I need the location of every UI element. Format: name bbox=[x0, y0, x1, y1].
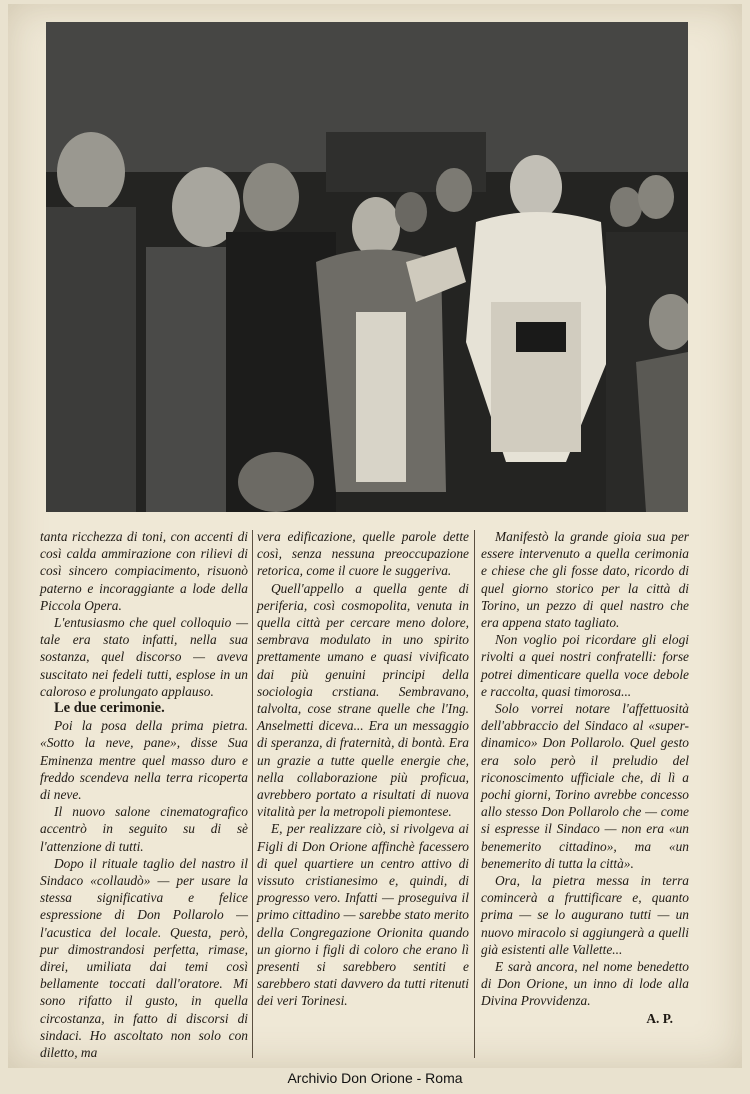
column-divider bbox=[252, 530, 253, 1058]
paragraph: Solo vorrei notare l'affettuosità dell'abbraccio del Sindaco al «super-dinamico» Don Pollarolo. Quel gesto era solo però il preludio del riconoscimento ufficiale che, di lì a pochi giorni, Torino avrebbe concesso allo stesso Don Pollarolo che — come si espresse il Sindaco — non era «un benemerito cittadino», ma «un benemerito di tutta la città». bbox=[481, 701, 689, 871]
paragraph: Manifestò la grande gioia sua per essere intervenuto a quella cerimonia e chiese che gli fosse dato, ricordo di quel giorno storico per la città di Torino, un pezzo di quel nastro che era appena stato tagliato. bbox=[481, 529, 689, 631]
paragraph: vera edificazione, quelle parole dette così, senza nessuna preoccupazione retorica, come il cuore le suggeriva. bbox=[257, 529, 469, 579]
paragraph: Ora, la pietra messa in terra comincerà a fruttificare e, quanto prima — se lo augurano tutti — un nuovo miracolo si aggiungerà a quelli già esistenti alle Vallette... bbox=[481, 873, 689, 957]
archive-footer: Archivio Don Orione - Roma bbox=[287, 1070, 463, 1086]
article-column-2 bbox=[257, 528, 469, 1010]
paragraph: tanta ricchezza di toni, con accenti di così calda ammirazione con rilievi di così sincero compiacimento, risuonò paterno e incoraggiante a lode della Piccola Opera. bbox=[40, 529, 248, 613]
paragraph: L'entusiasmo che quel colloquio — tale era stato infatti, nella sua sostanza, quel discorso — aveva suscitato nei fedeli tutti, esplose in un caloroso e prolungato applauso. bbox=[40, 615, 248, 699]
photo-illustration bbox=[46, 22, 688, 512]
paragraph: E, per realizzare ciò, si rivolgeva ai Figli di Don Orione affinchè facessero di quel quartiere un centro attivo di vissuto cristianesimo e, quindi, di progresso vero. Infatti — proseguiva il primo cittadino — sarebbe stato merito della Congregazione Orionita quando un giorno i figli di coloro che erano lì presenti si sarebbero sentiti e sarebbero stati davvero da tutti ritenuti dei veri Torinesi. bbox=[257, 821, 469, 1009]
section-heading: Le due cerimonie. bbox=[54, 700, 165, 717]
paragraph: Il nuovo salone cinematografico accentrò in seguito su di sè l'attenzione di tutti. bbox=[40, 804, 248, 854]
paragraph: Quell'appello a quella gente di periferia, così cosmopolita, venuta in quella città per cercare meno dolore, sembrava modulato in uno spirito prettamente umano e quasi vivificato dai più genuini principi della sociologia crstiana. Sembravano, talvolta, cose strane quelle che l'Ing. Anselmetti diceva... Era un messaggio di speranza, di fraternità, di bontà. Era un grazie a tutte quelle energie che, nella collaborazione più proficua, avrebbero portato a risultati di nuova vitalità per la metropoli piemontese. bbox=[257, 580, 469, 820]
paragraph: Non voglio poi ricordare gli elogi rivolti a quei nostri confratelli: forse potrei dimenticare quella voce debole e raccolta, quasi timorosa... bbox=[481, 632, 689, 699]
paragraph: Poi la posa della prima pietra. «Sotto la neve, pane», disse Sua Eminenza mentre quel masso duro e freddo scendeva nella terra ricoperta di neve. bbox=[40, 718, 248, 803]
paragraph: Dopo il rituale taglio del nastro il Sindaco «collaudò» — per usare la stessa significativa e felice espressione di Don Pollarolo — l'acustica del locale. Questa, però, pur dimostrandosi perfetta, rimase, direi, umiliata dai temi così bellamente toccati dall'oratore. Mi sono rifatto il gusto, in quella circostanza, in fatto di discorsi di sindaci. Ho ascoltato non solo con diletto, ma bbox=[40, 855, 248, 1061]
author-signature: A. P. bbox=[646, 1010, 673, 1026]
paragraph: E sarà ancora, nel nome benedetto di Don Orione, un inno di lode alla Divina Provvidenza. bbox=[481, 959, 689, 1009]
article-column-1 bbox=[40, 528, 248, 1061]
article-column-3 bbox=[481, 528, 689, 1027]
ceremony-photo bbox=[46, 22, 688, 512]
column-divider bbox=[474, 530, 475, 1058]
